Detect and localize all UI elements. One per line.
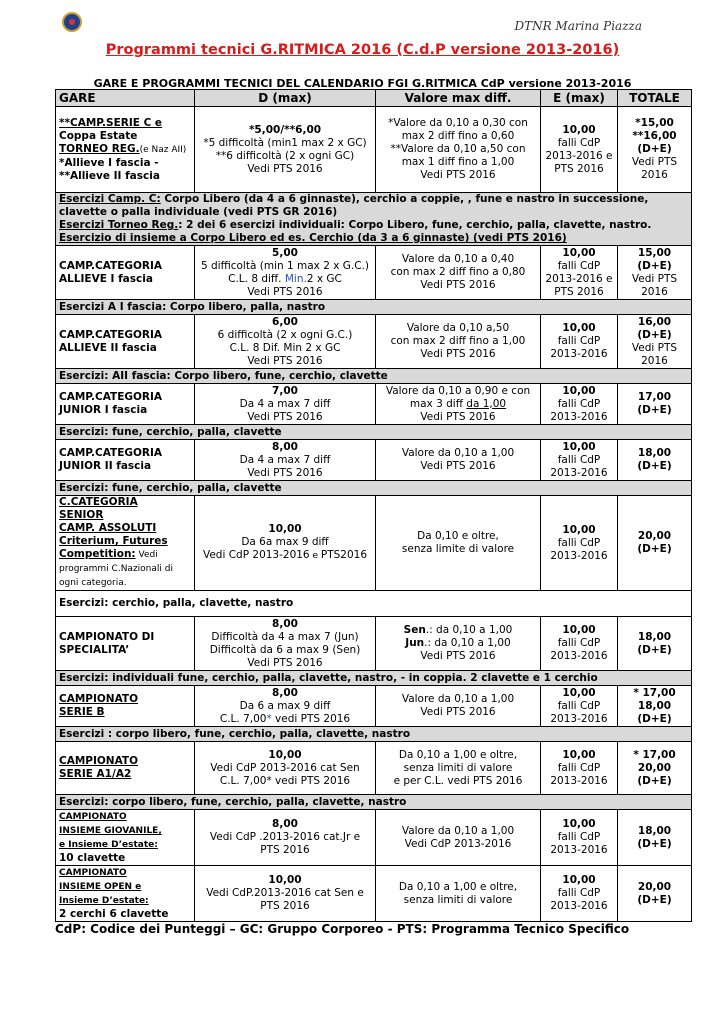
exercise-row xyxy=(56,481,692,496)
d-cell xyxy=(195,617,376,671)
d-max: 6,00 xyxy=(272,315,298,328)
valore-line: Vedi PTS 2016 xyxy=(420,410,496,423)
totale-formula: (D+E) xyxy=(637,837,672,850)
totale-value: 16,00 xyxy=(637,315,672,328)
e-cell xyxy=(541,496,618,591)
d-max: 8,00 xyxy=(272,686,298,699)
gara-line: C.CATEGORIA xyxy=(59,496,138,508)
totale-value: * 17,00 xyxy=(633,748,676,761)
table-row xyxy=(56,810,692,866)
gara-line: 2 cerchi 6 clavette xyxy=(59,908,169,920)
e-max: 10,00 xyxy=(562,686,596,699)
valore-cell xyxy=(376,810,541,866)
e-cell xyxy=(541,810,618,866)
table-row xyxy=(56,107,692,193)
exercise-row xyxy=(56,369,692,384)
d-cell xyxy=(195,315,376,369)
gara-line: **Allieve II fascia xyxy=(59,169,160,182)
valore-cell xyxy=(376,742,541,795)
valore-line: Valore da 0,10 a 1,00 xyxy=(401,693,515,705)
totale-value: *15,00 xyxy=(635,117,674,129)
gara-cell xyxy=(56,810,195,866)
e-line: 2013-2016 xyxy=(550,900,608,912)
totale-value: 18,00 xyxy=(637,824,672,837)
gara-line: CAMPIONATO xyxy=(59,755,138,767)
totale-value: 18,00 xyxy=(637,630,672,643)
d-line: PTS 2016 xyxy=(260,844,310,856)
note-text: : 2 dei 6 esercizi individuali: Corpo Libero, fune, cerchio, palla, clavette, nastro. xyxy=(178,219,652,231)
totale-cell xyxy=(618,742,692,795)
e-max: 10,00 xyxy=(562,440,596,453)
e-line: falli CdP xyxy=(557,259,601,272)
e-line: falli CdP xyxy=(557,536,601,549)
e-cell xyxy=(541,742,618,795)
gara-line: INSIEME GIOVANILE, xyxy=(59,826,162,836)
valore-cell xyxy=(376,496,541,591)
valore-cell xyxy=(376,617,541,671)
valore-line: *Valore da 0,10 a 0,30 con xyxy=(388,117,528,129)
e-cell xyxy=(541,107,618,193)
d-max: 10,00 xyxy=(268,874,302,886)
exercise-note: Esercizi : corpo libero, fune, cerchio, palla, clavette, nastro xyxy=(56,727,692,742)
gara-line: *Allieve I fascia - xyxy=(59,156,159,169)
totale-cell xyxy=(618,686,692,727)
valore-line: con max 2 diff fino a 0,80 xyxy=(390,266,526,278)
valore-line: Valore da 0,10 a,50 xyxy=(406,322,510,334)
gara-cell xyxy=(56,440,195,481)
valore-line: Valore da 0,10 a 0,40 xyxy=(401,253,515,265)
totale-cell xyxy=(618,384,692,425)
exercise-note: Esercizi: individuali fune, cerchio, palla, clavette, nastro, - in coppia. 2 clavette e 1 cerchio xyxy=(56,671,692,686)
table-row xyxy=(56,686,692,727)
d-line: Vedi CdP 2013-2016 cat Sen xyxy=(210,761,360,774)
d-line: C.L. 7,00 xyxy=(219,712,267,725)
e-line: 2013-2016 xyxy=(550,348,608,360)
exercise-note: Esercizi: AII fascia: Corpo libero, fune, cerchio, clavette xyxy=(56,369,692,384)
valore-line: e per C.L. vedi PTS 2016 xyxy=(393,774,523,787)
valore-line: Da 0,10 a 1,00 e oltre, xyxy=(398,880,518,893)
totale-formula: (D+E) xyxy=(637,460,672,472)
gara-cell xyxy=(56,246,195,300)
gara-line: SPECIALITA’ xyxy=(59,643,130,656)
exercise-note: Esercizi: cerchio, palla, clavette, nastro xyxy=(56,591,692,617)
exercise-row xyxy=(56,300,692,315)
valore-line: Vedi PTS 2016 xyxy=(420,279,496,291)
totale-line: Vedi PTS xyxy=(631,341,678,354)
table-row xyxy=(56,496,692,591)
d-line: Vedi CdP .2013-2016 cat.Jr e xyxy=(209,831,361,843)
totale-formula: (D+E) xyxy=(637,259,672,272)
valore-line: Da 0,10 a 1,00 e oltre, xyxy=(398,748,518,761)
table-row xyxy=(56,315,692,369)
d-line: Da 4 a max 7 diff xyxy=(239,453,331,466)
d-line: C.L. 8 Dif. Min 2 x GC xyxy=(229,341,341,354)
gara-cell xyxy=(56,315,195,369)
gara-note: (e Naz AII) xyxy=(139,144,187,155)
e-line: falli CdP xyxy=(557,397,601,410)
totale-formula: (D+E) xyxy=(637,774,672,787)
table-row xyxy=(56,246,692,300)
valore-line: Vedi PTS 2016 xyxy=(420,348,496,360)
totale-cell xyxy=(618,440,692,481)
document-author: DTNR Marina Piazza xyxy=(514,19,642,33)
exercise-note: Esercizi: fune, cerchio, palla, clavette xyxy=(56,481,692,496)
d-line: * xyxy=(266,712,272,725)
exercise-note: Esercizi: corpo libero, fune, cerchio, palla, clavette, nastro xyxy=(56,795,692,810)
e-max: 10,00 xyxy=(562,748,596,761)
e-line: falli CdP xyxy=(557,831,601,843)
totale-value: 15,00 xyxy=(637,246,672,259)
gara-cell xyxy=(56,107,195,193)
e-max: 10,00 xyxy=(562,523,596,536)
col-header-d: D (max) xyxy=(195,90,376,107)
valore-line: senza limite di valore xyxy=(401,543,515,555)
d-line: Da 6 a max 9 diff xyxy=(239,699,331,712)
exercise-note xyxy=(56,193,692,246)
valore-cell xyxy=(376,384,541,425)
gara-line: Coppa Estate xyxy=(59,129,138,142)
valore-line: Vedi PTS 2016 xyxy=(420,460,496,472)
totale-line: Vedi PTS xyxy=(631,156,678,168)
d-line: Vedi PTS 2016 xyxy=(247,466,323,479)
e-max: 10,00 xyxy=(562,123,596,136)
e-cell xyxy=(541,617,618,671)
valore-line: Valore da 0,10 a 1,00 xyxy=(401,824,515,837)
fgi-logo xyxy=(62,12,82,32)
valore-cell xyxy=(376,686,541,727)
col-header-totale: TOTALE xyxy=(618,90,692,107)
valore-line: senza limiti di valore xyxy=(403,893,513,906)
totale-formula: (D+E) xyxy=(637,328,672,341)
table-row xyxy=(56,440,692,481)
e-line: falli CdP xyxy=(557,761,601,774)
valore-cell xyxy=(376,866,541,922)
e-line: 2013-2016 xyxy=(550,466,608,479)
gara-line: CAMPIONATO xyxy=(59,868,127,878)
gara-line: 10 clavette xyxy=(59,852,126,864)
exercise-note: Esercizi: fune, cerchio, palla, clavette xyxy=(56,425,692,440)
gara-line: CAMP.CATEGORIA xyxy=(59,447,163,459)
valore-line: max 2 diff fino a 0,60 xyxy=(401,130,515,142)
e-cell xyxy=(541,866,618,922)
d-cell xyxy=(195,246,376,300)
valore-line: .: da 0,10 a 1,00 xyxy=(425,624,513,636)
gara-line: CAMP. ASSOLUTI xyxy=(59,522,157,534)
gara-line: ALLIEVE II fascia xyxy=(59,341,157,354)
d-line: Vedi PTS 2016 xyxy=(247,162,323,175)
d-line: vedi PTS 2016 xyxy=(271,712,351,725)
totale-formula: (D+E) xyxy=(637,143,672,155)
e-line: falli CdP xyxy=(557,453,601,466)
totale-cell xyxy=(618,315,692,369)
d-max: *5,00/**6,00 xyxy=(248,123,322,136)
d-max: 10,00 xyxy=(268,748,302,761)
d-line: 2 x GC xyxy=(306,272,342,285)
table-row xyxy=(56,384,692,425)
valore-line: Valore da 0,10 a 1,00 xyxy=(401,447,515,459)
gara-cell xyxy=(56,617,195,671)
table-subtitle: GARE E PROGRAMMI TECNICI DEL CALENDARIO FGI G.RITMICA CdP versione 2013-2016 xyxy=(93,77,632,90)
valore-line: max 1 diff fino a 1,00 xyxy=(401,156,515,168)
totale-line: 2016 xyxy=(641,169,668,181)
e-line: 2013-2016 xyxy=(550,844,608,856)
valore-line: .: da 0,10 a 1,00 xyxy=(424,637,511,649)
note-text: Esercizio di insieme a Corpo Libero ed es. Cerchio (da 3 a 6 ginnaste) (vedi PTS 2016) xyxy=(59,232,567,244)
gara-cell xyxy=(56,496,195,591)
totale-line: 2016 xyxy=(641,285,668,298)
programs-table xyxy=(55,89,692,922)
valore-label: Sen xyxy=(403,624,426,636)
d-cell xyxy=(195,686,376,727)
totale-value: 20,00 xyxy=(637,530,672,542)
d-cell xyxy=(195,384,376,425)
e-line: falli CdP xyxy=(557,699,601,712)
gara-line: SERIE A1/A2 xyxy=(59,768,132,780)
totale-value: 18,00 xyxy=(637,447,672,459)
gara-line: **CAMP.SERIE C e xyxy=(59,116,163,129)
d-line: Min. xyxy=(284,272,307,285)
e-max: 10,00 xyxy=(562,246,596,259)
d-line: *5 difficoltà (min1 max 2 x GC) xyxy=(203,136,367,149)
exercise-row xyxy=(56,425,692,440)
totale-cell xyxy=(618,496,692,591)
col-header-e: E (max) xyxy=(541,90,618,107)
e-cell xyxy=(541,246,618,300)
d-line: Vedi PTS 2016 xyxy=(247,285,323,298)
gara-line: CAMP.CATEGORIA xyxy=(59,259,163,272)
totale-value: 20,00 xyxy=(637,880,672,893)
table-row xyxy=(56,617,692,671)
valore-line: Valore da 0,10 a 0,90 e con xyxy=(385,384,531,397)
totale-formula: (D+E) xyxy=(637,893,672,906)
valore-line: Vedi PTS 2016 xyxy=(420,706,496,718)
gara-line: SENIOR xyxy=(59,509,104,521)
d-max: 8,00 xyxy=(272,818,298,830)
d-cell xyxy=(195,866,376,922)
e-line: PTS 2016 xyxy=(554,162,604,175)
e-max: 10,00 xyxy=(562,384,596,397)
gara-note: Vedi programmi C.Nazionali di ogni categoria. xyxy=(59,550,173,588)
valore-cell xyxy=(376,440,541,481)
e-cell xyxy=(541,440,618,481)
totale-cell xyxy=(618,866,692,922)
d-line: PTS 2016 xyxy=(260,900,310,912)
valore-cell xyxy=(376,107,541,193)
exercise-row xyxy=(56,193,692,246)
d-line: 5 difficoltà (min 1 max 2 x G.C.) xyxy=(200,259,370,272)
table-row xyxy=(56,866,692,922)
totale-formula: (D+E) xyxy=(637,404,672,416)
note-text: Corpo Libero (da 4 a 6 ginnaste), cerchio a coppie, , fune e nastro in successione, clavette o palla individuale (vedi PTS GR 2016) xyxy=(59,193,649,218)
gara-line: Criterium, Futures xyxy=(59,535,168,547)
gara-line: Insieme D’estate: xyxy=(59,896,149,906)
d-max: 7,00 xyxy=(272,384,298,397)
totale-formula: (D+E) xyxy=(637,543,672,555)
e-cell xyxy=(541,315,618,369)
d-max: 8,00 xyxy=(272,617,298,630)
totale-value: 20,00 xyxy=(637,761,672,774)
valore-line: con max 2 diff fino a 1,00 xyxy=(390,335,526,347)
exercise-note: Esercizi A I fascia: Corpo libero, palla, nastro xyxy=(56,300,692,315)
gara-cell xyxy=(56,686,195,727)
d-cell xyxy=(195,107,376,193)
valore-line: da 1,00 xyxy=(466,397,507,410)
page-title: Programmi tecnici G.RITMICA 2016 (C.d.P versione 2013-2016) xyxy=(105,42,620,58)
valore-label: Jun xyxy=(405,637,425,649)
e-line: 2013-2016 xyxy=(550,410,608,423)
d-line: Da 6a max 9 diff xyxy=(241,536,329,548)
gara-cell xyxy=(56,866,195,922)
col-header-valore: Valore max diff. xyxy=(376,90,541,107)
e-max: 10,00 xyxy=(562,874,596,886)
e-line: 2013-2016 xyxy=(550,712,608,725)
gara-line: ALLIEVE I fascia xyxy=(59,272,153,285)
exercise-row xyxy=(56,591,692,617)
valore-line: senza limiti di valore xyxy=(403,761,513,774)
d-line: Vedi CdP 2013-2016 xyxy=(202,549,310,561)
d-line: Da 4 a max 7 diff xyxy=(239,397,331,410)
d-line: Vedi PTS 2016 xyxy=(247,656,323,669)
d-cell xyxy=(195,496,376,591)
gara-line: JUNIOR II fascia xyxy=(59,460,152,472)
d-line: C.L. 8 diff. xyxy=(228,272,282,285)
valore-line: Vedi PTS 2016 xyxy=(420,169,496,181)
d-line: Difficoltà da 6 a max 9 (Sen) xyxy=(209,643,361,656)
e-line: falli CdP xyxy=(557,887,601,899)
totale-value: * 17,00 xyxy=(633,686,676,699)
gara-line: e Insieme D’estate: xyxy=(59,840,158,850)
header-row xyxy=(56,90,692,107)
gara-cell xyxy=(56,384,195,425)
exercise-row xyxy=(56,727,692,742)
e-line: 2013-2016 xyxy=(550,774,608,787)
totale-line: Vedi PTS xyxy=(631,272,678,285)
valore-line: max 3 diff xyxy=(409,397,463,410)
totale-formula: (D+E) xyxy=(637,712,672,725)
d-line: C.L. 7,00* vedi PTS 2016 xyxy=(219,774,351,787)
gara-line: CAMPIONATO xyxy=(59,693,138,705)
note-label: Esercizi Torneo Reg. xyxy=(59,219,179,231)
totale-value: 17,00 xyxy=(637,391,672,403)
e-line: 2013-2016 xyxy=(550,549,608,562)
gara-line: Competition: xyxy=(59,548,136,560)
d-line: 6 difficoltà (2 x ogni G.C.) xyxy=(217,328,353,341)
totale-formula: (D+E) xyxy=(637,643,672,656)
e-line: 2013-2016 xyxy=(550,650,608,662)
e-max: 10,00 xyxy=(562,322,596,334)
valore-line: Vedi CdP 2013-2016 xyxy=(404,837,512,850)
valore-cell xyxy=(376,315,541,369)
gara-line: CAMPIONATO DI xyxy=(59,630,155,643)
e-line: falli CdP xyxy=(557,637,601,649)
valore-line: Vedi PTS 2016 xyxy=(420,650,496,662)
d-line: PTS2016 xyxy=(320,549,368,561)
totale-value: 18,00 xyxy=(637,699,672,712)
e-line: 2013-2016 e xyxy=(545,149,613,162)
exercise-row xyxy=(56,795,692,810)
totale-line: 2016 xyxy=(641,354,668,367)
footer-legend: CdP: Codice dei Punteggi – GC: Gruppo Corporeo - PTS: Programma Tecnico Specifico xyxy=(55,922,630,936)
valore-cell xyxy=(376,246,541,300)
d-max: 10,00 xyxy=(268,523,302,535)
d-cell xyxy=(195,810,376,866)
e-line: PTS 2016 xyxy=(554,285,604,298)
totale-cell xyxy=(618,810,692,866)
d-line: Vedi PTS 2016 xyxy=(247,354,323,367)
gara-line: CAMPIONATO xyxy=(59,812,127,822)
totale-value: **16,00 xyxy=(632,130,677,142)
totale-cell xyxy=(618,246,692,300)
gara-line: INSIEME OPEN e xyxy=(59,882,142,892)
table-row xyxy=(56,742,692,795)
d-line: Difficoltà da 4 a max 7 (Jun) xyxy=(211,630,359,643)
gara-line: TORNEO REG. xyxy=(59,142,140,155)
d-max: 5,00 xyxy=(272,246,298,259)
d-cell xyxy=(195,742,376,795)
exercise-row xyxy=(56,671,692,686)
d-line: e xyxy=(309,551,321,561)
e-line: 2013-2016 e xyxy=(545,272,613,285)
e-line: falli CdP xyxy=(557,136,601,149)
e-line: falli CdP xyxy=(557,335,601,347)
d-line: Vedi PTS 2016 xyxy=(247,410,323,423)
totale-cell xyxy=(618,107,692,193)
gara-line: CAMP.CATEGORIA xyxy=(59,328,163,341)
d-line: **6 difficoltà (2 x ogni GC) xyxy=(215,149,355,162)
gara-line: CAMP.CATEGORIA xyxy=(59,391,163,403)
note-label: Esercizi Camp. C: xyxy=(59,193,161,205)
d-cell xyxy=(195,440,376,481)
d-max: 8,00 xyxy=(272,440,298,453)
gara-line: JUNIOR I fascia xyxy=(59,404,148,416)
valore-line: Da 0,10 e oltre, xyxy=(417,530,499,542)
valore-line: **Valore da 0,10 a,50 con xyxy=(390,143,526,155)
col-header-gare: GARE xyxy=(56,90,195,107)
gara-cell xyxy=(56,742,195,795)
d-line: Vedi CdP.2013-2016 cat Sen e xyxy=(206,887,364,899)
e-max: 10,00 xyxy=(562,624,596,636)
e-cell xyxy=(541,686,618,727)
e-max: 10,00 xyxy=(562,818,596,830)
e-cell xyxy=(541,384,618,425)
totale-cell xyxy=(618,617,692,671)
gara-line: SERIE B xyxy=(59,706,105,718)
